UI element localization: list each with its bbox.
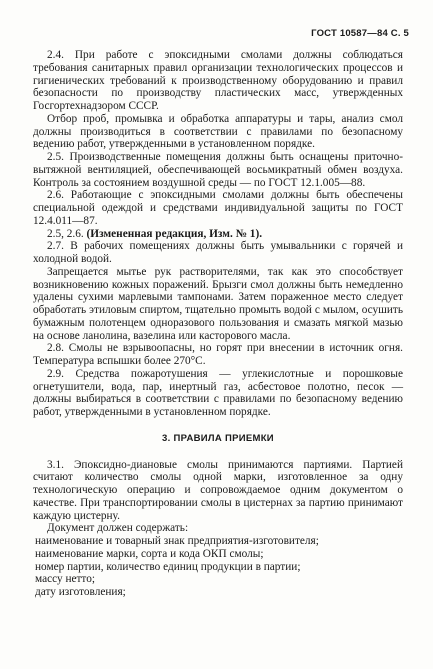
paragraph-washing: Запрещается мытье рук растворителями, так как это способствует возникновению кожных поражений. Брызги смол должны быть немедленно удалены сухими марлевыми тампонами. Затем пораженное место следует обработать этиловым спиртом, тщательно промыть водой с мылом, осушить бумажным полотенцем одноразового пользования и смазать мягкой мазью на основе ланолина, вазелина или касторового масла. xyxy=(33,265,403,342)
section-title: 3. ПРАВИЛА ПРИЕМКИ xyxy=(162,432,274,444)
paragraph-sampling: Отбор проб, промывка и обработка аппаратуры и тары, анализ смол должны производиться в соответствии с правилами по безопасному ведению работ, утвержденными в установленном порядке. xyxy=(33,112,403,151)
list-item: наименование и товарный знак предприятия-изготовителя; xyxy=(35,535,319,547)
amendment-text: (Измененная редакция, Изм. № 1). xyxy=(86,227,263,240)
amendment-note xyxy=(33,228,403,241)
document-body xyxy=(33,49,403,599)
paragraph-document-contents: Документ должен содержать: xyxy=(47,522,189,535)
list-item: дату изготовления; xyxy=(35,586,126,598)
paragraph-2-9: 2.9. Средства пожаротушения — углекислотные и порошковые огнетушители, вода, пар, инертный газ, асбестовое полотно, песок — должны выбираться в соответствии с правилами по безопасному ведению работ, утвержденными в установленном порядке. xyxy=(33,367,403,418)
list-item: номер партии, количество единиц продукции в партии; xyxy=(35,560,301,573)
paragraph-2-6: 2.6. Работающие с эпоксидными смолами должны быть обеспечены специальной одеждой и средствами индивидуальной защиты по ГОСТ 12.4.011—87. xyxy=(33,189,403,227)
paragraph-2-5: 2.5. Производственные помещения должны быть оснащены приточно-вытяжной вентиляцией, обеспечивающей восьмикратный обмен воздуха. Контроль за состоянием воздушной среды — по ГОСТ 12.1.005—88. xyxy=(33,151,403,189)
page-header: ГОСТ 10587—84 С. 5 xyxy=(311,28,409,39)
list-item: массу нетто; xyxy=(35,573,96,586)
amendment-prefix: 2.5, 2.6. xyxy=(47,227,87,240)
paragraph-2-7: 2.7. В рабочих помещениях должны быть умывальники с горячей и холодной водой. xyxy=(33,240,403,265)
paragraph-2-4: 2.4. При работе с эпоксидными смолами должны соблюдаться требования санитарных правил организации технологических процессов и гигиенических требований к производственному оборудованию и правил безопасности по производству пластических масс, утвержденных Госгортехнадзором СССР. xyxy=(33,49,403,112)
paragraph-3-1: 3.1. Эпоксидно-диановые смолы принимаются партиями. Партией считают количество смолы одной марки, изготовленное за одну технологическую операцию и сопровождаемое одним документом о качестве. При транспортировании смолы в цистернах за партию принимают каждую цистерну. xyxy=(33,458,403,522)
list-item: наименование марки, сорта и кода ОКП смолы; xyxy=(35,547,264,560)
paragraph-2-8: 2.8. Смолы не взрывоопасны, но горят при внесении в источник огня. Температура вспышки более 270°С. xyxy=(33,342,403,367)
